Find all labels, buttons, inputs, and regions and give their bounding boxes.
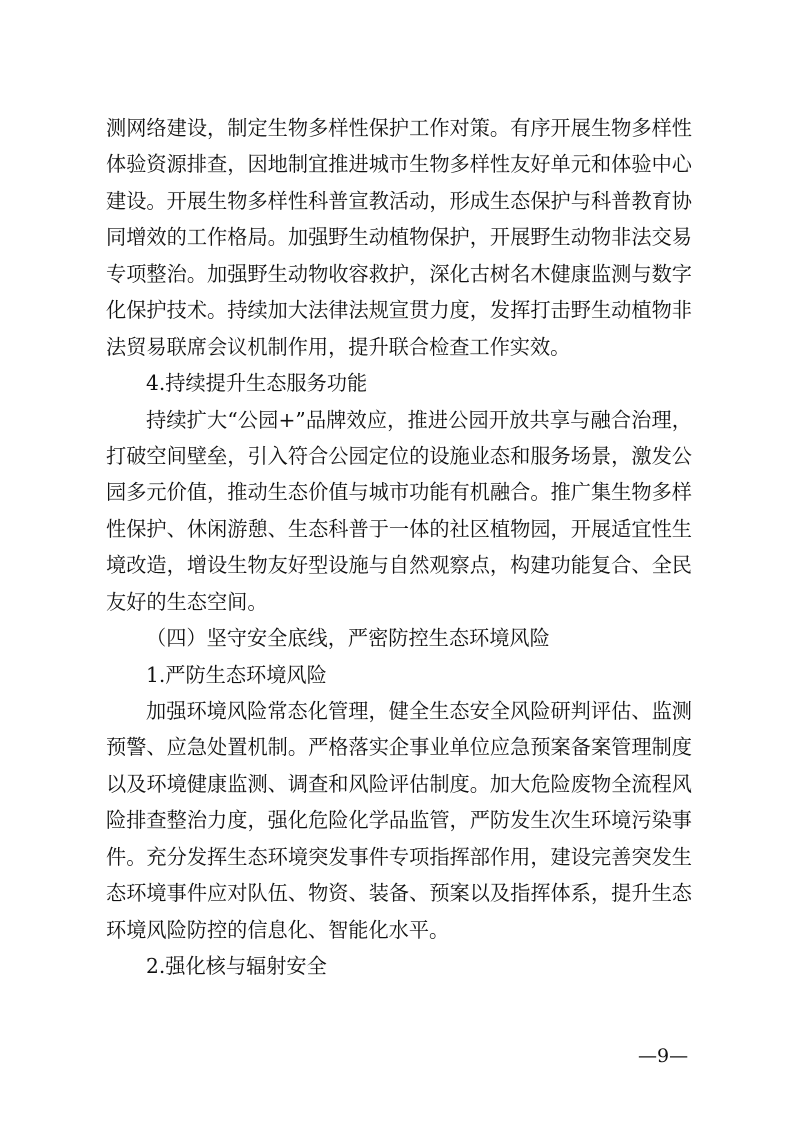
page-number: —9— — [638, 1045, 689, 1067]
paragraph-line: 测网络建设，制定生物多样性保护工作对策。有序开展生物多样性 — [106, 116, 692, 140]
paragraph-line: 险排查整治力度，强化危险化学品监管，严防发生次生环境污染事 — [106, 808, 692, 833]
paragraph-line: 建设。开展生物多样性科普宣教活动，形成生态保护与科普教育协 — [106, 188, 692, 213]
subheading-4: 4.持续提升生态服务功能 — [146, 371, 368, 396]
paragraph-line: 以及环境健康监测、调查和风险评估制度。加大危险废物全流程风 — [106, 771, 692, 796]
paragraph-line: 态环境事件应对队伍、物资、装备、预案以及指挥体系，提升生态 — [106, 881, 692, 906]
paragraph-line: 境改造，增设生物友好型设施与自然观察点，构建功能复合、全民 — [106, 553, 692, 578]
paragraph-line: 专项整治。加强野生动物收容救护，深化古树名木健康监测与数字 — [106, 261, 692, 286]
paragraph-line: 园多元价值，推动生态价值与城市功能有机融合。推广集生物多样 — [106, 480, 692, 505]
paragraph-line: 持续扩大“公园+”品牌效应，推进公园开放共享与融合治理， — [146, 407, 692, 432]
paragraph-line: 环境风险防控的信息化、智能化水平。 — [106, 917, 450, 942]
paragraph-line: 同增效的工作格局。加强野生动植物保护，开展野生动物非法交易 — [106, 225, 692, 250]
subheading-1: 1.严防生态环境风险 — [146, 662, 327, 687]
paragraph-line: 打破空间壁垒，引入符合公园定位的设施业态和服务场景，激发公 — [106, 443, 692, 468]
paragraph-line: 性保护、休闲游憩、生态科普于一体的社区植物园，开展适宜性生 — [106, 516, 692, 541]
paragraph-line: 件。充分发挥生态环境突发事件专项指挥部作用，建设完善突发生 — [106, 844, 692, 869]
paragraph-line: 友好的生态空间。 — [106, 589, 268, 614]
document-body — [106, 110, 692, 985]
section-heading: （四）坚守安全底线，严密防控生态环境风险 — [146, 626, 550, 651]
paragraph-line: 化保护技术。持续加大法律法规宣贯力度，发挥打击野生动植物非 — [106, 298, 692, 323]
paragraph-line: 加强环境风险常态化管理，健全生态安全风险研判评估、监测 — [146, 699, 692, 723]
paragraph-line: 预警、应急处置机制。严格落实企事业单位应急预案备案管理制度 — [106, 735, 692, 760]
subheading-2: 2.强化核与辐射安全 — [146, 954, 327, 979]
paragraph-line: 法贸易联席会议机制作用，提升联合检查工作实效。 — [106, 334, 571, 359]
paragraph-line: 体验资源排查，因地制宜推进城市生物多样性友好单元和体验中心 — [106, 152, 692, 177]
